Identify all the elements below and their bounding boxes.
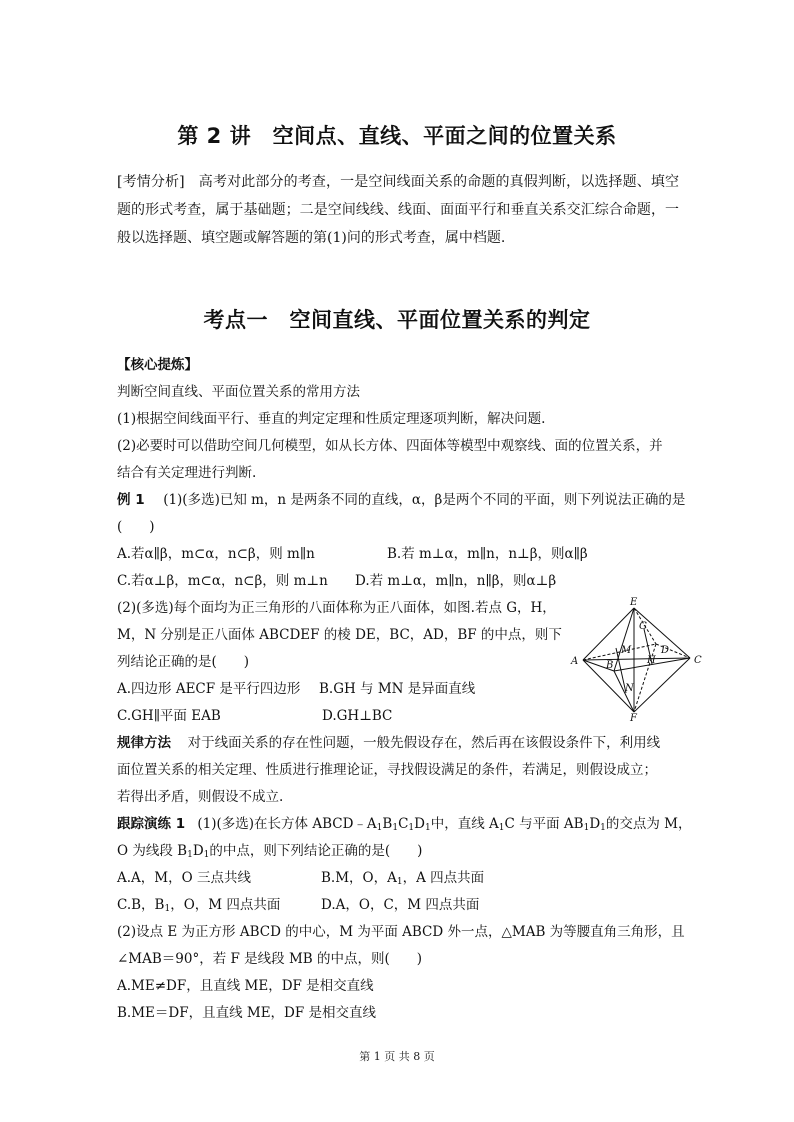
label-n: N — [625, 683, 634, 694]
text: B.M，O，A — [321, 870, 397, 886]
method-text-line: 若得出矛盾，则假设不成立. — [117, 789, 284, 805]
core-heading: 【核心提炼】 — [117, 357, 198, 373]
method-text: 对于线面关系的存在性问题，一般先假设存在，然后再在该假设条件下，利用线 — [187, 735, 661, 751]
exam-analysis-paragraph: [考情分析] 高考对此部分的考查，一是空间线面关系的命题的真假判断，以选择题、填空题的形式考查，属于基础题；二是空间线线、线面、面面平行和垂直关系交汇综合命题，一般以选择题、填空题或解答题的第(1)问的形式考查，属中档题. — [117, 174, 679, 246]
label-f: F — [630, 713, 637, 722]
options-row — [117, 868, 637, 888]
text: (1)(多选)在长方体 ABCD﹣A — [197, 816, 377, 832]
option-a: A.若α∥β，m⊂α，n⊂β，则 m∥n — [117, 546, 315, 562]
example-1-question-1 — [117, 490, 685, 510]
track-question-1-cont: O 为线段 $B_1D_1$的中点，则下列结论正确的是( ) — [117, 843, 423, 860]
option-d: D.A，O，C，M 四点共面 — [321, 897, 480, 913]
track-question-1: 跟踪演练 1 (1)(多选)在长方体 $ABCD﹣A_1B_1C_1D_1$中，直线 $A_1C$ 与平面 $AB_1D_1$的交点为 M， — [117, 816, 692, 833]
question-text-line: (2)设点 E 为正方形 ABCD 的中心，M 为平面 ABCD 外一点，△MAB 为等腰直角三角形，且 — [117, 924, 685, 940]
text: ，O，M 四点共面 — [170, 897, 281, 913]
option-b: B.M，O，$A_1$，A 四点共面 — [321, 870, 485, 887]
question-text: (1)(多选)已知 m，n 是两条不同的直线，α，β是两个不同的平面，则下列说法正确的是 — [163, 492, 686, 508]
question-text-line: 列结论正确的是( ) — [117, 654, 250, 670]
options-row — [117, 679, 537, 699]
options-row — [117, 895, 637, 915]
core-text-line: (2)必要时可以借助空间几何模型，如从长方体、四面体等模型中观察线、面的位置关系，并 — [117, 438, 663, 454]
label-h: H — [647, 655, 656, 666]
track-label: 跟踪演练 1 — [117, 816, 186, 832]
core-text-line: 判断空间直线、平面位置关系的常用方法 — [117, 384, 360, 400]
method-text-line: 面位置关系的相关定理、性质进行推理论证，寻找假设满足的条件，若满足，则假设成立； — [117, 762, 657, 778]
label-e: E — [630, 597, 638, 608]
question-text-line: ∠MAB＝90°，若 F 是线段 MB 的中点，则( ) — [117, 951, 423, 967]
label-m: M — [621, 645, 632, 656]
option-c: C.GH∥平面 EAB — [117, 708, 221, 724]
option-d: D.GH⊥BC — [322, 708, 393, 724]
option-a: A.ME≠DF，且直线 ME，DF 是相交直线 — [117, 978, 374, 994]
label-d: D — [661, 645, 670, 656]
core-text-line: (1)根据空间线面平行、垂直的判定定理和性质定理逐项判断，解决问题. — [117, 411, 546, 427]
option-c: C.B，$B_1$，O，M 四点共面 — [117, 897, 281, 914]
options-row — [117, 571, 677, 591]
question-text-line: (2)(多选)每个面均为正三角形的八面体称为正八面体，如图.若点 G，H， — [117, 600, 556, 616]
lesson-title: 第 2 讲 空间点、直线、平面之间的位置关系 — [177, 124, 617, 148]
method-line — [117, 733, 660, 753]
options-row — [117, 544, 677, 564]
label-g: G — [639, 621, 647, 632]
question-text-line: M，N 分别是正八面体 ABCDEF 的棱 DE，BC，AD，BF 的中点，则下 — [117, 627, 562, 643]
page-footer: 第 1 页 共 8 页 — [359, 1050, 435, 1063]
section-title: 考点一 空间直线、平面位置关系的判定 — [203, 308, 591, 332]
label-b: B — [606, 660, 614, 671]
octahedron-figure — [568, 596, 708, 722]
label-a: A — [571, 656, 579, 667]
text: ，A 四点共面 — [402, 870, 485, 886]
option-b: B.GH 与 MN 是异面直线 — [319, 681, 476, 697]
text: 中，直线 A — [430, 816, 499, 832]
text: C.B，B — [117, 897, 165, 913]
text: C 与平面 AB — [504, 816, 584, 832]
option-c: C.若α⊥β，m⊂α，n⊂β，则 m⊥n — [117, 573, 328, 589]
option-b: B.若 m⊥α，m∥n，n⊥β，则α∥β — [387, 546, 588, 562]
method-label: 规律方法 — [117, 735, 171, 751]
example-label: 例 1 — [117, 492, 145, 508]
answer-bracket: ( ) — [117, 519, 155, 535]
text: 的交点为 M， — [605, 816, 692, 832]
option-b: B.ME＝DF，且直线 ME，DF 是相交直线 — [117, 1005, 377, 1021]
options-row — [117, 706, 537, 726]
label-c: C — [694, 655, 702, 666]
option-a: A.A，M，O 三点共线 — [117, 870, 251, 886]
text: O 为线段 B — [117, 843, 188, 859]
text: 的中点，则下列结论正确的是( ) — [209, 843, 423, 859]
core-text-line: 结合有关定理进行判断. — [117, 465, 257, 481]
option-d: D.若 m⊥α，m∥n，n∥β，则α⊥β — [355, 573, 557, 589]
option-a: A.四边形 AECF 是平行四边形 — [117, 681, 301, 697]
